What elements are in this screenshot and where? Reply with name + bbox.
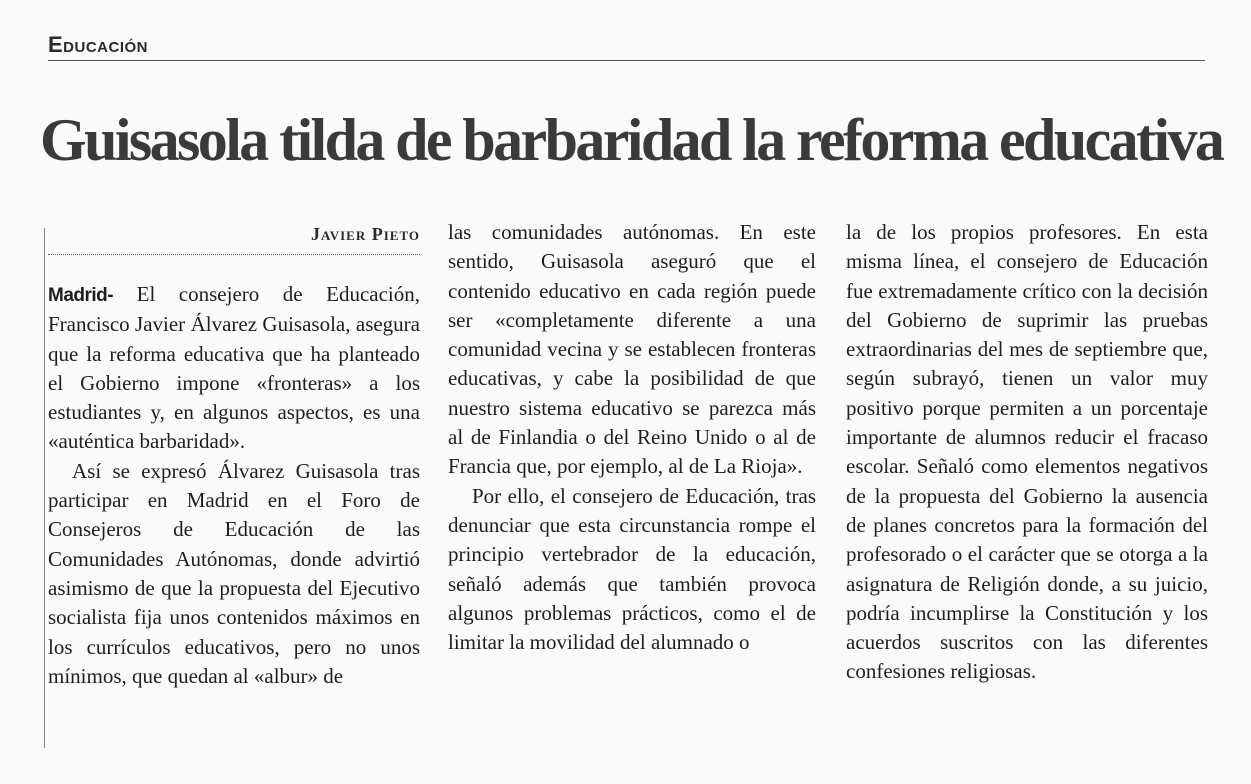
- article-column-2: [448, 218, 816, 657]
- article-column-3: [846, 218, 1208, 687]
- dateline: Madrid-: [48, 285, 114, 306]
- headline: Guisasola tilda de barbaridad la reforma educativa: [40, 107, 1223, 173]
- section-label: Educación: [48, 32, 149, 57]
- paragraph: [48, 280, 420, 457]
- paragraph-text: El consejero de Educación, Francisco Javier Álvarez Guisasola, asegura que la reforma educativa que ha planteado el Gobierno impone «fronteras» a los estudiantes y, en algunos aspectos, es una «auténtica barbaridad».: [48, 282, 420, 454]
- paragraph: la de los propios profesores. En esta misma línea, el consejero de Educación fue extremadamente crítico con la decisión del Gobierno de suprimir las pruebas extraordinarias del mes de septiembre que, según subrayó, tienen un valor muy positivo porque permiten a un porcentaje importante de alumnos reducir el fracaso escolar. Señaló como elementos negativos de la propuesta del Gobierno la ausencia de planes concretos para la formación del profesorado o el carácter que se otorga a la asignatura de Religión donde, a su juicio, podría incumplirse la Constitución y los acuerdos suscritos con las diferentes confesiones religiosas.: [846, 220, 1208, 684]
- paragraph: las comunidades autónomas. En este sentido, Guisasola aseguró que el contenido educativo en cada región puede ser «completamente diferente a una comunidad vecina y se establecen fronteras educativas, y cabe la posibilidad de que nuestro sistema educativo se parezca más al de Finlandia o del Reino Unido o al de Francia que, por ejemplo, al de La Rioja».: [448, 220, 816, 479]
- paragraph: Así se expresó Álvarez Guisasola tras participar en Madrid en el Foro de Consejeros de Educación de las Comunidades Autónomas, donde advirtió asimismo de que la propuesta del Ejecutivo socialista fija unos contenidos máximos en los currículos educativos, pero no unos mínimos, que quedan al «albur» de: [48, 458, 420, 688]
- section-header: [48, 30, 1205, 61]
- byline: Javier Pieto: [311, 224, 420, 244]
- byline-row: [48, 224, 420, 255]
- column-divider-left: [44, 228, 45, 748]
- article-column-1: [48, 280, 420, 691]
- paragraph: Por ello, el consejero de Educación, tras denunciar que esta circunstancia rompe el principio vertebrador de la educación, señaló además que también provoca algunos problemas prácticos, como el de limitar la movilidad del alumnado o: [448, 483, 816, 655]
